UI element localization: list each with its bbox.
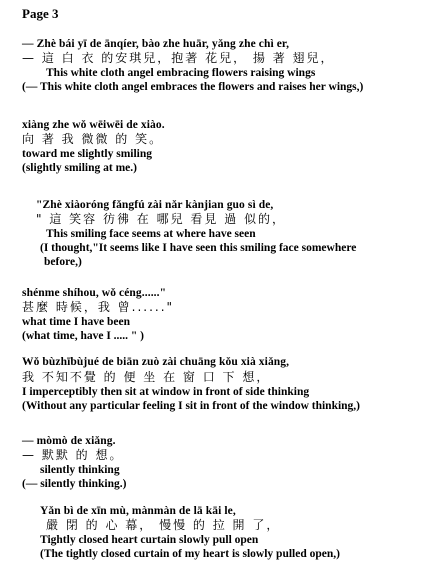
hanzi-line: 嚴 閉 的 心 幕， 慢慢 的 拉 開 了， bbox=[46, 518, 281, 532]
pinyin-line: — Zhè bái yī de ānqíer, bào zhe huār, yǎng zhe chì er, bbox=[22, 38, 290, 50]
english-gloss-line: This white cloth angel embracing flowers raising wings bbox=[46, 67, 316, 79]
hanzi-line: 向 著 我 微微 的 笑。 bbox=[22, 132, 164, 146]
translation-line: (— silently thinking.) bbox=[22, 478, 127, 490]
translation-line: (slightly smiling at me.) bbox=[22, 162, 137, 174]
english-gloss-line: silently thinking bbox=[40, 464, 120, 476]
english-gloss-line: toward me slightly smiling bbox=[22, 148, 153, 160]
hanzi-line: — 默默 的 想。 bbox=[22, 448, 124, 462]
pinyin-line: "Zhè xiàoróng fǎngfú zài nǎr kànjian guo sì de, bbox=[36, 199, 274, 211]
hanzi-line: 我 不知不覺 的 便 坐 在 窗 口 下 想， bbox=[22, 370, 271, 384]
pinyin-line: shénme shíhou, wǒ céng......" bbox=[22, 287, 167, 299]
hanzi-line: " 這 笑容 彷彿 在 哪兒 看見 過 似的， bbox=[36, 212, 287, 226]
page-number: Page 3 bbox=[22, 6, 59, 21]
pinyin-line: xiàng zhe wǒ wēiwēi de xiào. bbox=[22, 119, 165, 131]
pinyin-line: Yǎn bì de xīn mù, mànmàn de lā kāi le, bbox=[40, 505, 236, 517]
english-gloss-line: what time I have been bbox=[22, 316, 130, 328]
translation-line: (what time, have I ..... " ) bbox=[22, 330, 145, 342]
pinyin-line: — mòmò de xiǎng. bbox=[22, 435, 116, 447]
hanzi-line: — 這 白 衣 的安琪兒，抱著 花兒， 揚 著 翅兒， bbox=[22, 51, 335, 65]
pinyin-line: Wǒ bùzhībùjué de biān zuò zài chuāng kǒu xià xiǎng, bbox=[22, 356, 290, 368]
translation-line: (— This white cloth angel embraces the flowers and raises her wings,) bbox=[22, 81, 364, 93]
translation-line: (I thought,"It seems like I have seen this smiling face somewhere bbox=[40, 242, 357, 254]
english-gloss-line: This smiling face seems at where have seen bbox=[46, 228, 256, 240]
english-gloss-line: Tightly closed heart curtain slowly pull open bbox=[40, 534, 259, 546]
hanzi-line: 甚麼 時候，我 曾......" bbox=[22, 300, 175, 314]
english-gloss-line: I imperceptibly then sit at window in front of side thinking bbox=[22, 386, 310, 398]
translation-line: (Without any particular feeling I sit in front of the window thinking,) bbox=[22, 400, 361, 412]
translation-line: (The tightly closed curtain of my heart is slowly pulled open,) bbox=[40, 548, 340, 560]
translation-line-continued: before,) bbox=[44, 256, 82, 268]
